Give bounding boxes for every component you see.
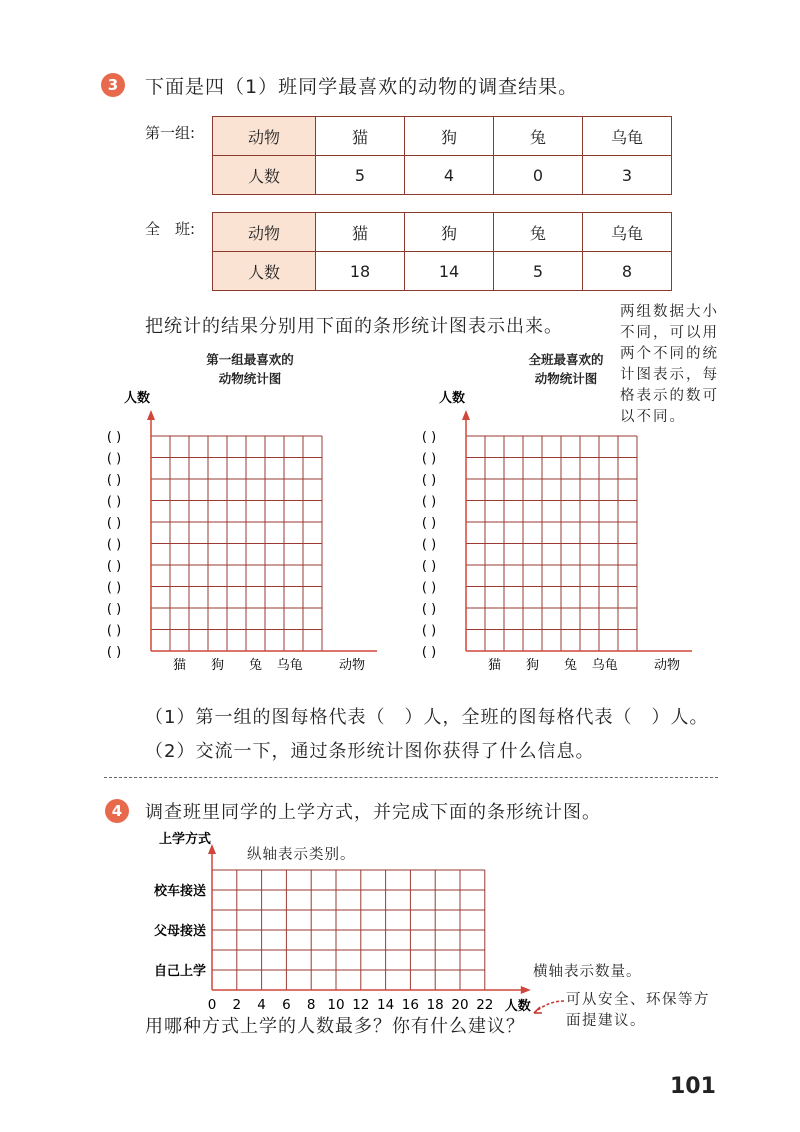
group1-animal: 猫 xyxy=(316,117,405,156)
y-axis-label: 人数 xyxy=(438,391,466,406)
group1-count: 3 xyxy=(583,156,672,195)
category-label: 乌龟 xyxy=(591,658,618,673)
x-tick-label: 0 xyxy=(207,997,217,1013)
group1-header-label: 动物 xyxy=(213,117,316,156)
question-3-title: 下面是四（1）班同学最喜欢的动物的调查结果。 xyxy=(145,76,579,98)
side-note-line: 计图表示，每 xyxy=(620,367,719,383)
class-animal: 猫 xyxy=(316,213,405,252)
q3-instruction: 把统计的结果分别用下面的条形统计图表示出来。 xyxy=(145,316,563,337)
chart2-group xyxy=(422,390,692,673)
category-label: 兔 xyxy=(248,658,263,673)
y-tick-label: ( ) xyxy=(106,473,122,488)
side-note-line: 以不同。 xyxy=(620,409,686,425)
category-label: 父母接送 xyxy=(153,924,206,939)
y-tick-label: ( ) xyxy=(106,451,122,467)
y-tick-label: ( ) xyxy=(421,537,437,553)
class-animal: 乌龟 xyxy=(583,213,672,252)
x-axis-arrow-icon xyxy=(521,986,531,994)
y-axis-label: 上学方式 xyxy=(158,832,212,847)
y-tick-label: ( ) xyxy=(421,451,437,467)
x-tick-label: 6 xyxy=(282,997,291,1013)
category-label: 狗 xyxy=(210,658,225,673)
group1-row-label: 人数 xyxy=(213,156,316,195)
group1-animal: 兔 xyxy=(494,117,583,156)
x-axis-label: 动物 xyxy=(653,658,681,673)
x-tick-label: 14 xyxy=(377,997,395,1013)
hint-line: 面提建议。 xyxy=(566,1013,646,1029)
category-label: 兔 xyxy=(563,658,578,673)
question-3-badge: 3 xyxy=(101,73,125,97)
y-tick-label: ( ) xyxy=(106,516,122,531)
category-label: 自己上学 xyxy=(153,964,206,979)
y-tick-label: ( ) xyxy=(421,430,437,445)
class-count: 8 xyxy=(583,252,672,291)
class-animal: 狗 xyxy=(405,213,494,252)
class-table xyxy=(212,212,672,291)
group1-count: 0 xyxy=(494,156,583,195)
y-axis-arrow-icon xyxy=(147,410,155,420)
x-axis-label: 动物 xyxy=(338,658,366,673)
group1-count: 5 xyxy=(316,156,405,195)
group1-label: 第一组: xyxy=(145,124,196,142)
x-tick-label: 12 xyxy=(352,997,370,1013)
group1-count: 4 xyxy=(405,156,494,195)
hint-line: 可从安全、环保等方 xyxy=(566,992,710,1008)
x-axis-label: 人数 xyxy=(504,999,531,1014)
q4-chart-svg xyxy=(0,825,800,1014)
y-tick-label: ( ) xyxy=(106,494,122,510)
y-tick-label: ( ) xyxy=(106,430,122,445)
class-animal: 兔 xyxy=(494,213,583,252)
x-tick-label: 8 xyxy=(306,997,316,1013)
category-label: 乌龟 xyxy=(276,658,303,673)
x-tick-label: 22 xyxy=(476,997,494,1013)
chart3-group xyxy=(153,831,531,1014)
y-tick-label: ( ) xyxy=(106,559,122,574)
x-tick-label: 16 xyxy=(401,997,419,1013)
y-tick-label: ( ) xyxy=(106,645,122,660)
hint-arrow-icon xyxy=(530,995,570,1019)
y-tick-label: ( ) xyxy=(421,494,437,510)
category-label: 狗 xyxy=(525,658,540,673)
y-tick-label: ( ) xyxy=(421,516,437,531)
category-label: 校车接送 xyxy=(153,884,206,899)
x-tick-label: 4 xyxy=(257,997,266,1013)
y-tick-label: ( ) xyxy=(421,580,437,596)
y-tick-label: ( ) xyxy=(106,537,122,553)
q3-sub2: （2）交流一下，通过条形统计图你获得了什么信息。 xyxy=(145,741,595,762)
class-row-label: 人数 xyxy=(213,252,316,291)
side-note-line: 格表示的数可 xyxy=(620,388,719,404)
class-count: 14 xyxy=(405,252,494,291)
chart2-title-line: 动物统计图 xyxy=(534,371,598,386)
q4-question: 用哪种方式上学的人数最多？你有什么建议？ xyxy=(145,1016,525,1037)
y-tick-label: ( ) xyxy=(106,623,122,639)
chart1-title-line: 第一组最喜欢的 xyxy=(206,352,294,367)
side-note-line: 两个不同的统 xyxy=(620,346,719,362)
y-tick-label: ( ) xyxy=(421,623,437,639)
x-tick-label: 10 xyxy=(327,997,345,1013)
y-tick-label: ( ) xyxy=(106,580,122,596)
y-tick-label: ( ) xyxy=(421,559,437,574)
page-number: 101 xyxy=(670,1074,716,1099)
side-note-line: 不同，可以用 xyxy=(620,325,719,341)
chart1-group xyxy=(107,390,377,673)
q3-sub1: （1）第一组的图每格代表（ ）人，全班的图每格代表（ ）人。 xyxy=(145,707,709,728)
x-tick-label: 2 xyxy=(232,997,242,1013)
class-count: 18 xyxy=(316,252,405,291)
group1-animal: 狗 xyxy=(405,117,494,156)
class-header-label: 动物 xyxy=(213,213,316,252)
question-4-title: 调查班里同学的上学方式，并完成下面的条形统计图。 xyxy=(145,802,601,823)
hint-note xyxy=(566,990,710,1032)
y-axis-note: 纵轴表示类别。 xyxy=(247,847,356,863)
q3-charts-svg xyxy=(0,380,800,680)
class-label: 全 班: xyxy=(145,220,196,238)
y-tick-label: ( ) xyxy=(421,602,437,617)
group1-table xyxy=(212,116,672,195)
y-axis-arrow-icon xyxy=(462,410,470,420)
side-note-line: 两组数据大小 xyxy=(620,304,719,320)
y-tick-label: ( ) xyxy=(106,602,122,617)
y-tick-label: ( ) xyxy=(421,645,437,660)
section-divider xyxy=(104,777,718,778)
group1-animal: 乌龟 xyxy=(583,117,672,156)
x-tick-label: 20 xyxy=(451,997,469,1013)
y-tick-label: ( ) xyxy=(421,473,437,488)
question-4-badge: 4 xyxy=(105,799,129,823)
chart1-title-line: 动物统计图 xyxy=(218,371,282,386)
x-axis-note: 横轴表示数量。 xyxy=(533,964,642,980)
x-tick-label: 18 xyxy=(426,997,444,1013)
category-label: 猫 xyxy=(172,658,187,673)
y-axis-label: 人数 xyxy=(123,391,151,406)
chart2-title-line: 全班最喜欢的 xyxy=(528,352,604,367)
category-label: 猫 xyxy=(487,658,502,673)
class-count: 5 xyxy=(494,252,583,291)
